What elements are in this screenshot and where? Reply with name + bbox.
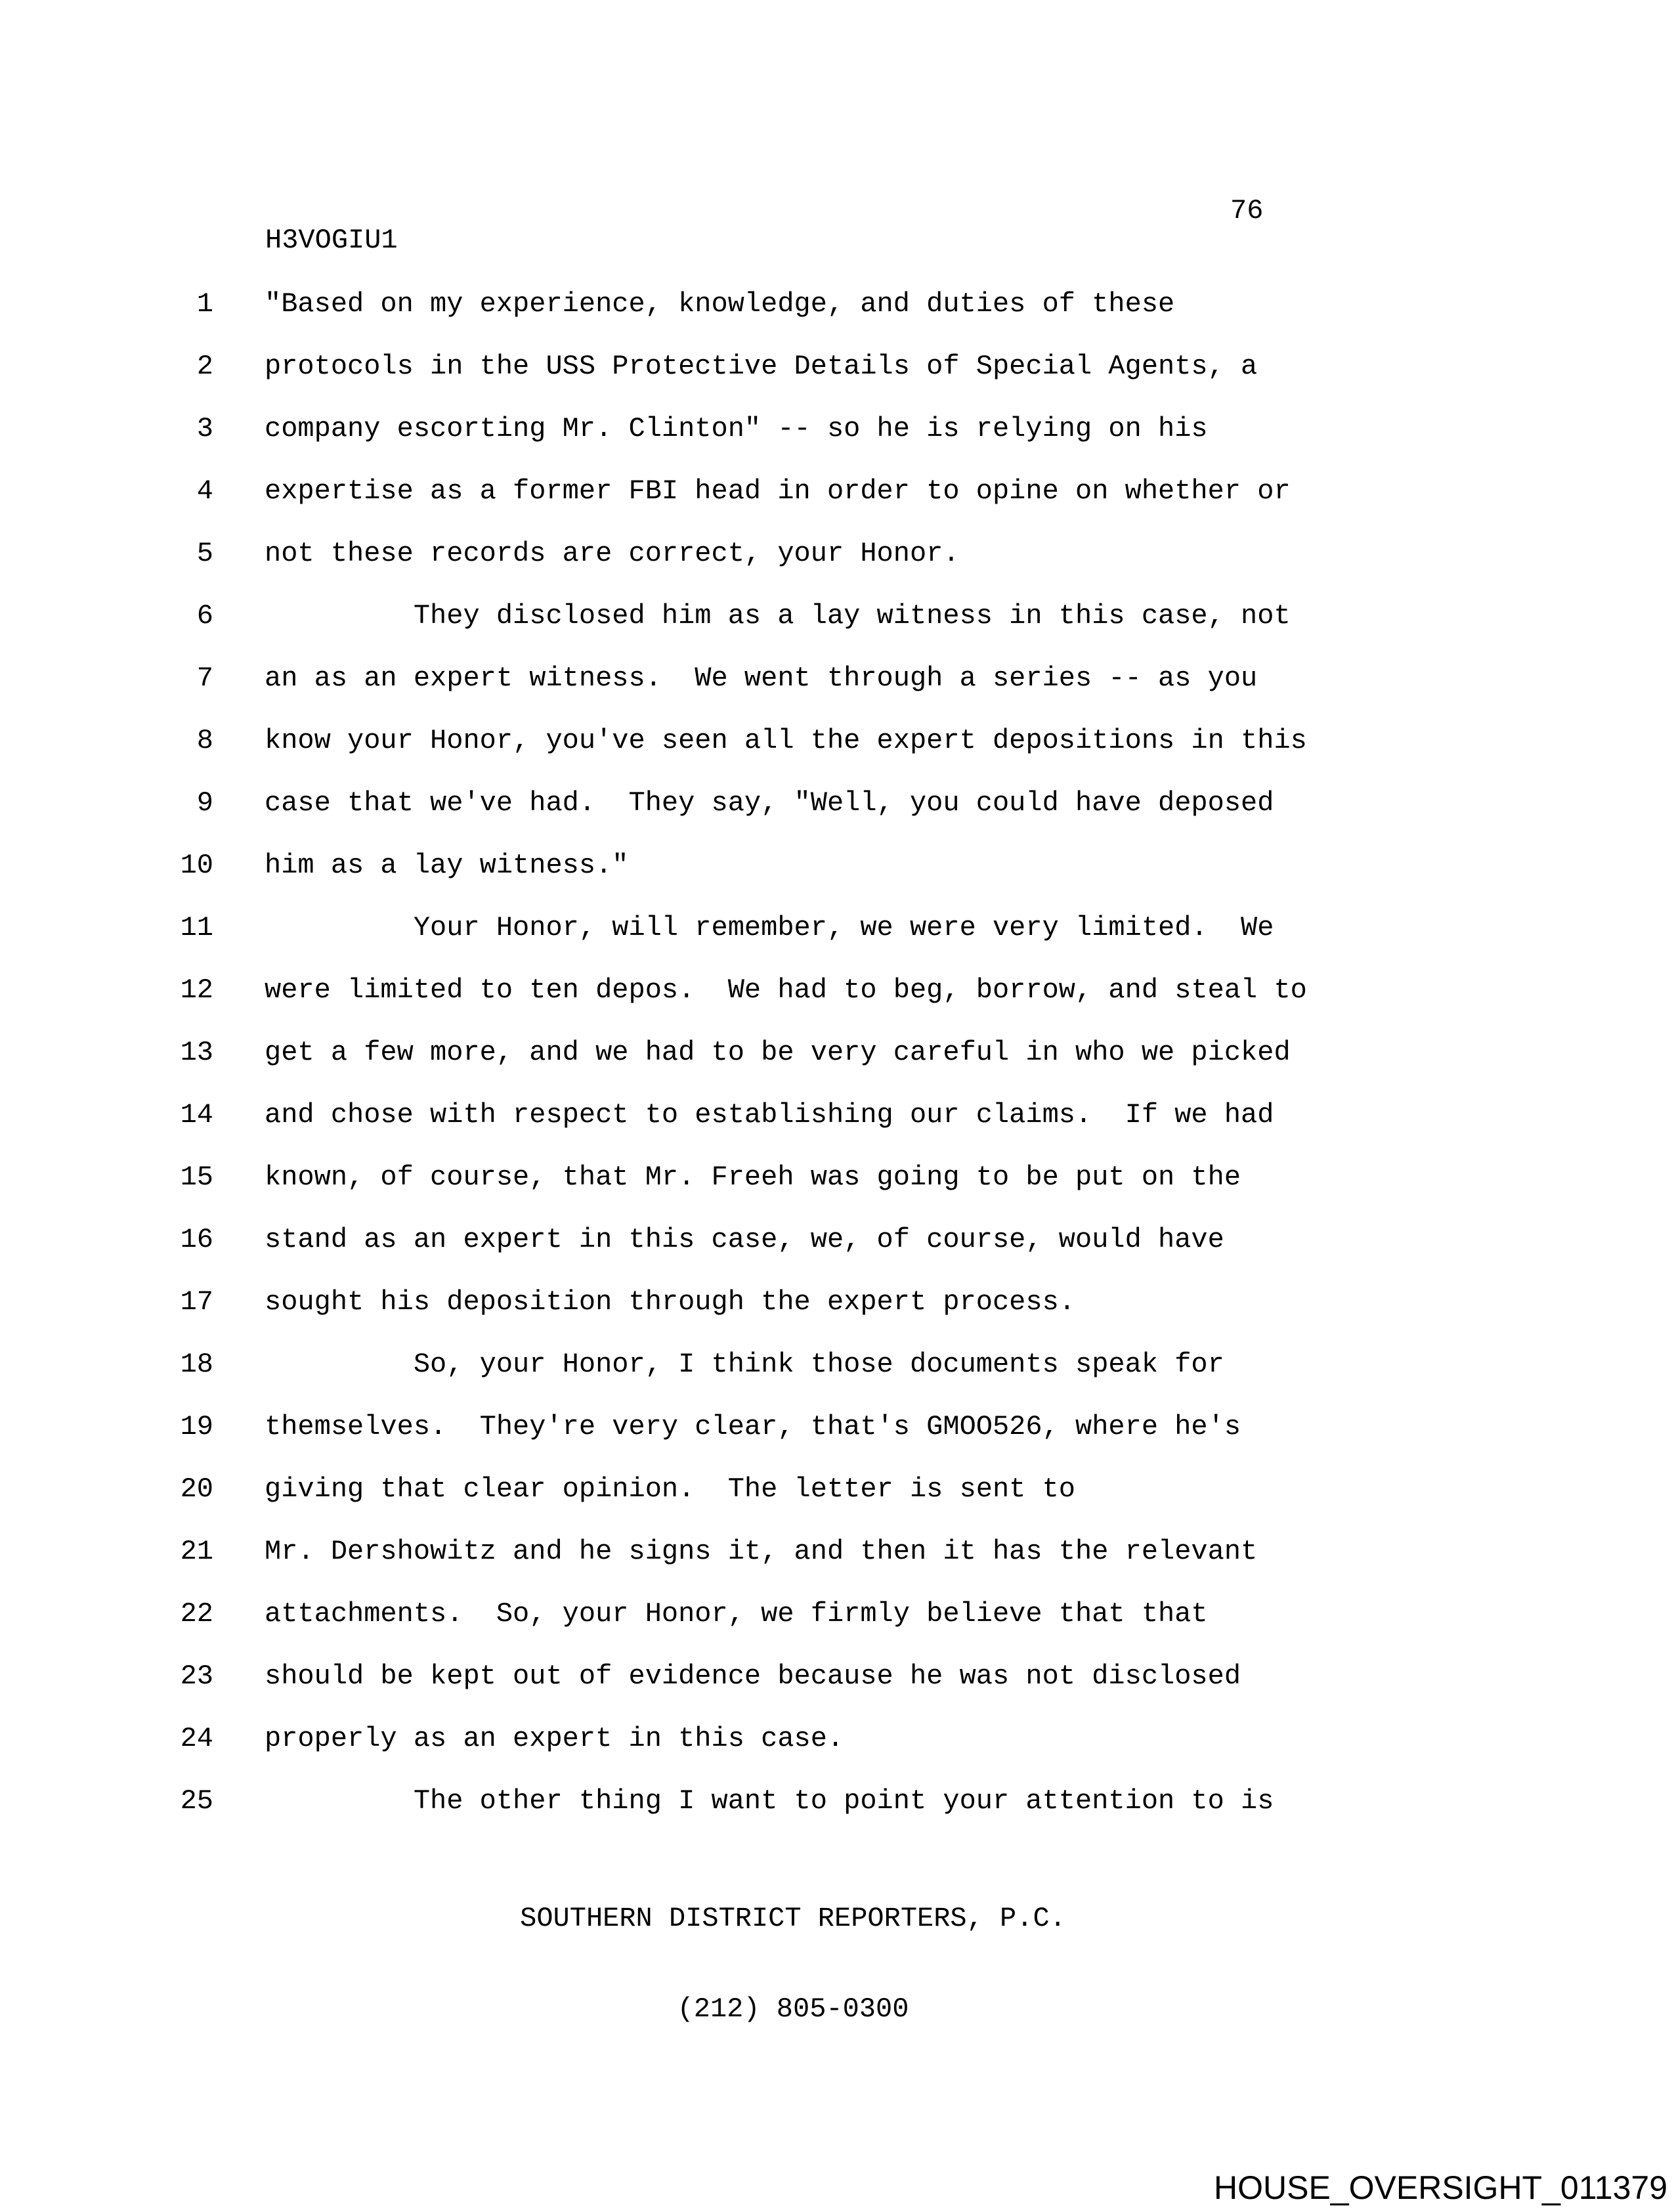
line-number: 2 xyxy=(196,351,213,382)
line-number: 8 xyxy=(196,725,213,756)
line-text: They disclosed him as a lay witness in this case, not xyxy=(265,600,1291,632)
transcript-line xyxy=(0,897,1674,959)
line-number: 15 xyxy=(180,1161,213,1193)
line-text: case that we've had. They say, "Well, you could have deposed xyxy=(265,787,1274,819)
transcript-line xyxy=(0,585,1674,647)
transcript-line xyxy=(0,1583,1674,1645)
line-number: 11 xyxy=(180,912,213,943)
transcript-line xyxy=(0,959,1674,1022)
transcript-line xyxy=(0,1521,1674,1583)
transcript-line xyxy=(0,1334,1674,1396)
line-number: 16 xyxy=(180,1224,213,1255)
transcript-line xyxy=(0,460,1674,523)
transcript-line xyxy=(0,523,1674,585)
line-number: 13 xyxy=(180,1037,213,1068)
line-number: 25 xyxy=(180,1785,213,1817)
line-number: 14 xyxy=(180,1099,213,1131)
transcript-line xyxy=(0,1458,1674,1521)
line-text: known, of course, that Mr. Freeh was going to be put on the xyxy=(265,1161,1241,1193)
line-number: 18 xyxy=(180,1349,213,1380)
transcript-line xyxy=(0,1708,1674,1770)
transcript-line xyxy=(0,273,1674,336)
line-text: were limited to ten depos. We had to beg, borrow, and steal to xyxy=(265,974,1307,1006)
footer-reporters-line: SOUTHERN DISTRICT REPORTERS, P.C. xyxy=(520,1903,1066,1934)
line-text: get a few more, and we had to be very careful in who we picked xyxy=(265,1037,1291,1068)
line-text: sought his deposition through the expert process. xyxy=(265,1286,1076,1318)
line-text: company escorting Mr. Clinton" -- so he is relying on his xyxy=(265,413,1208,445)
transcript-line xyxy=(0,1022,1674,1084)
transcript-line xyxy=(0,835,1674,897)
line-text: giving that clear opinion. The letter is sent to xyxy=(265,1473,1076,1505)
line-number: 6 xyxy=(196,600,213,632)
transcript-line xyxy=(0,647,1674,710)
line-number: 3 xyxy=(196,413,213,445)
line-text: So, your Honor, I think those documents speak for xyxy=(265,1349,1224,1380)
footer-phone-line: (212) 805-0300 xyxy=(677,1993,909,2025)
line-text: and chose with respect to establishing our claims. If we had xyxy=(265,1099,1274,1131)
transcript-line xyxy=(0,1770,1674,1832)
line-number: 17 xyxy=(180,1286,213,1318)
line-text: should be kept out of evidence because he was not disclosed xyxy=(265,1660,1241,1692)
line-number: 4 xyxy=(196,475,213,507)
transcript-line xyxy=(0,1209,1674,1271)
transcript-body xyxy=(0,273,1674,1832)
line-text: stand as an expert in this case, we, of course, would have xyxy=(265,1224,1224,1255)
line-text: know your Honor, you've seen all the expert depositions in this xyxy=(265,725,1307,756)
line-text: an as an expert witness. We went through a series -- as you xyxy=(265,662,1258,694)
transcript-line xyxy=(0,336,1674,398)
line-number: 12 xyxy=(180,974,213,1006)
line-number: 9 xyxy=(196,787,213,819)
bates-stamp-watermark: HOUSE_OVERSIGHT_011379 xyxy=(1214,2169,1668,2206)
line-number: 23 xyxy=(180,1660,213,1692)
transcript-header-id: H3VOGIU1 xyxy=(265,225,398,256)
line-text: protocols in the USS Protective Details of Special Agents, a xyxy=(265,351,1258,382)
line-number: 22 xyxy=(180,1598,213,1630)
transcript-line xyxy=(0,1396,1674,1458)
line-text: attachments. So, your Honor, we firmly believe that that xyxy=(265,1598,1208,1630)
line-number: 7 xyxy=(196,662,213,694)
transcript-line xyxy=(0,1645,1674,1708)
transcript-line xyxy=(0,772,1674,835)
line-text: Mr. Dershowitz and he signs it, and then it has the relevant xyxy=(265,1536,1258,1567)
line-text: The other thing I want to point your attention to is xyxy=(265,1785,1274,1817)
line-number: 1 xyxy=(196,288,213,320)
line-number: 21 xyxy=(180,1536,213,1567)
line-text: expertise as a former FBI head in order to opine on whether or xyxy=(265,475,1291,507)
reporter-footer xyxy=(263,1843,1323,2085)
transcript-line xyxy=(0,1146,1674,1209)
transcript-line xyxy=(0,710,1674,772)
line-number: 20 xyxy=(180,1473,213,1505)
line-number: 19 xyxy=(180,1411,213,1442)
page-number: 76 xyxy=(1230,195,1264,227)
transcript-line xyxy=(0,1084,1674,1146)
line-text: "Based on my experience, knowledge, and duties of these xyxy=(265,288,1175,320)
line-text: Your Honor, will remember, we were very limited. We xyxy=(265,912,1274,943)
line-number: 10 xyxy=(180,850,213,881)
line-number: 5 xyxy=(196,538,213,569)
line-text: not these records are correct, your Honor. xyxy=(265,538,960,569)
line-number: 24 xyxy=(180,1723,213,1754)
transcript-line xyxy=(0,1271,1674,1334)
transcript-line xyxy=(0,398,1674,460)
line-text: properly as an expert in this case. xyxy=(265,1723,844,1754)
line-text: themselves. They're very clear, that's GMOO526, where he's xyxy=(265,1411,1241,1442)
line-text: him as a lay witness." xyxy=(265,850,629,881)
